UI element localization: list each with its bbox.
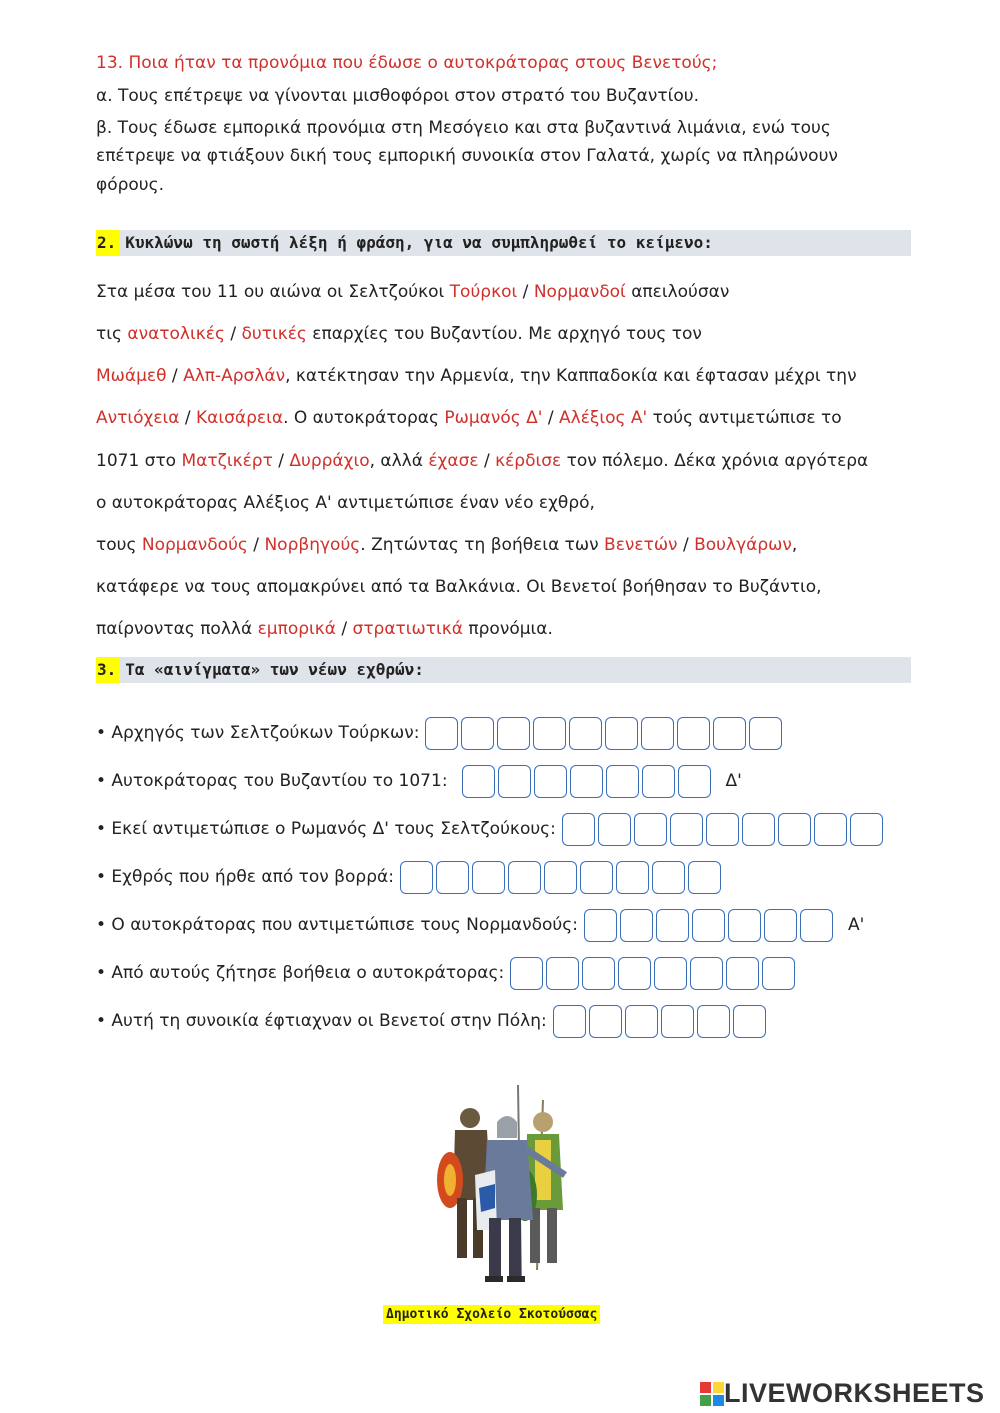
section3-heading [96,657,911,683]
letter-box[interactable] [598,813,631,846]
letter-box[interactable] [544,861,577,894]
section3-number: 3. [96,657,119,683]
separator: / [179,408,197,428]
letter-box[interactable] [589,1005,622,1038]
text: . Ζητώντας τη βοήθεια των [360,535,605,555]
letter-box[interactable] [742,813,775,846]
option-matzikert[interactable]: Ματζικέρτ [181,451,273,471]
option-stratiotika[interactable]: στρατιωτικά [352,619,463,639]
option-normandous[interactable]: Νορμανδούς [141,535,248,555]
option-veneton[interactable]: Βενετών [604,535,678,555]
letter-box[interactable] [618,957,651,990]
letter-box[interactable] [677,717,710,750]
letter-box[interactable] [762,957,795,990]
option-kerdise[interactable]: κέρδισε [495,451,562,471]
letter-box[interactable] [661,1005,694,1038]
option-normandoi[interactable]: Νορμανδοί [533,282,626,302]
option-tourkoi[interactable]: Τούρκοι [449,282,518,302]
letter-box[interactable] [425,717,458,750]
answer-b-line1: β. Τους έδωσε εμπορικά προνόμια στη Μεσόγειο και στα βυζαντινά λιμάνια, ενώ τους [96,118,831,138]
clue-text: • Αυτοκράτορας του Βυζαντίου το 1071: [96,771,448,791]
text: 1071 στο [96,451,182,471]
clue-4 [96,860,724,894]
option-antiocheia[interactable]: Αντιόχεια [96,408,180,428]
text: επαρχίες του Βυζαντίου. Με αρχηγό τους τον [306,324,702,344]
letter-box[interactable] [749,717,782,750]
section3-title: Τα «αινίγματα» των νέων εχθρών: [125,660,424,679]
separator: / [478,451,496,471]
letter-box[interactable] [625,1005,658,1038]
letter-box[interactable] [533,717,566,750]
clue-text: • Εχθρός που ήρθε από τον βορρά: [96,867,394,887]
text-line-7 [96,535,797,555]
text: τον πόλεμο. Δέκα χρόνια αργότερα [561,451,869,471]
answer-a: α. Τους επέτρεψε να γίνονται μισθοφόροι στον στρατό του Βυζαντίου. [96,86,699,106]
school-caption: Δημοτικό Σχολείο Σκοτούσσας [383,1305,600,1324]
text: , αλλά [369,451,429,471]
logo-icon [700,1382,724,1406]
option-alexios[interactable]: Αλέξιος Α' [559,408,648,428]
letter-box[interactable] [569,717,602,750]
text: απειλούσαν [625,282,730,302]
separator: / [272,451,290,471]
letter-box[interactable] [733,1005,766,1038]
letter-box[interactable] [641,717,674,750]
text-line-4 [96,408,842,428]
option-anatolikes[interactable]: ανατολικές [127,324,225,344]
letter-box[interactable] [654,957,687,990]
answer-b-line2: επέτρεψε να φτιάξουν δική τους εμπορική συνοικία στον Γαλατά, χωρίς να πληρώνουν [96,146,838,166]
question-13: 13. Ποια ήταν τα προνόμια που έδωσε ο αυτοκράτορας στους Βενετούς; [96,53,718,73]
letter-box[interactable] [678,765,711,798]
letter-box[interactable] [642,765,675,798]
option-alp-arslan[interactable]: Αλπ-Αρσλάν [183,366,286,386]
letter-box[interactable] [553,1005,586,1038]
text-line-1 [96,282,729,302]
letter-box[interactable] [546,957,579,990]
letter-box[interactable] [850,813,883,846]
text: , κατέκτησαν την Αρμενία, την Καππαδοκία και έφτασαν μέχρι την [285,366,857,386]
separator: / [517,282,534,302]
option-dytikes[interactable]: δυτικές [241,324,307,344]
section2-title: Κυκλώνω τη σωστή λέξη ή φράση, για να συμπληρωθεί το κείμενο: [125,233,713,252]
option-moameth[interactable]: Μωάμεθ [96,366,167,386]
clue-1 [96,716,785,750]
letter-box[interactable] [726,957,759,990]
letter-box[interactable] [497,717,530,750]
clue-text: • Ο αυτοκράτορας που αντιμετώπισε τους Νορμανδούς: [96,915,578,935]
letter-box[interactable] [713,717,746,750]
answer-boxes [425,717,785,750]
section2-heading [96,230,911,256]
option-norvigous[interactable]: Νορβηγούς [264,535,361,555]
clue-suffix: Δ' [725,771,742,791]
clue-2 [96,764,742,798]
text: προνόμια. [463,619,553,639]
letter-box[interactable] [584,909,617,942]
letter-box[interactable] [634,813,667,846]
text-line-9 [96,619,553,639]
letter-box[interactable] [728,909,761,942]
text-line-5 [96,451,868,471]
letter-box[interactable] [697,1005,730,1038]
letter-box[interactable] [400,861,433,894]
answer-boxes [553,1005,769,1038]
separator: / [166,366,184,386]
letter-box[interactable] [670,813,703,846]
letter-box[interactable] [778,813,811,846]
text: τούς αντιμετώπισε το [647,408,842,428]
clue-text: • Αρχηγός των Σελτζούκων Τούρκων: [96,723,420,743]
text: Στα μέσα του 11 ου αιώνα οι Σελτζούκοι [96,282,450,302]
option-voulgaron[interactable]: Βουλγάρων [694,535,792,555]
liveworksheets-logo[interactable] [700,1378,985,1409]
option-dyrrachio[interactable]: Δυρράχιο [289,451,370,471]
option-emporika[interactable]: εμπορικά [257,619,336,639]
letter-box[interactable] [461,717,494,750]
clue-text: • Εκεί αντιμετώπισε ο Ρωμανός Δ' τους Σελτζούκους: [96,819,556,839]
letter-box[interactable] [436,861,469,894]
separator: / [247,535,265,555]
clue-3 [96,812,886,846]
separator: / [677,535,695,555]
text: . Ο αυτοκράτορας [283,408,445,428]
separator: / [224,324,242,344]
clue-6 [96,956,798,990]
answer-boxes [510,957,798,990]
answer-boxes [462,765,714,798]
warriors-illustration [425,1080,585,1290]
letter-box[interactable] [706,813,739,846]
letter-box[interactable] [498,765,531,798]
letter-box[interactable] [616,861,649,894]
letter-box[interactable] [620,909,653,942]
letter-box[interactable] [652,861,685,894]
clue-7 [96,1004,769,1038]
text: τους [96,535,142,555]
clue-text: • Από αυτούς ζήτησε βοήθεια ο αυτοκράτορας: [96,963,505,983]
separator: / [336,619,353,639]
text: ο αυτοκράτορας Αλέξιος Α' αντιμετώπισε έναν νέο εχθρό, [96,493,595,513]
section2-number: 2. [96,230,119,256]
text-line-3 [96,366,857,386]
clue-suffix: Α' [847,915,865,935]
answer-boxes [400,861,724,894]
clue-5 [96,908,864,942]
letter-box[interactable] [656,909,689,942]
option-echase[interactable]: έχασε [428,451,479,471]
letter-box[interactable] [580,861,613,894]
letter-box[interactable] [508,861,541,894]
letter-box[interactable] [764,909,797,942]
letter-box[interactable] [688,861,721,894]
letter-box[interactable] [472,861,505,894]
letter-box[interactable] [582,957,615,990]
text: , [791,535,798,555]
separator: / [542,408,560,428]
letter-box[interactable] [562,813,595,846]
answer-boxes [562,813,886,846]
clue-text: • Αυτή τη συνοικία έφτιαχναν οι Βενετοί στην Πόλη: [96,1011,547,1031]
letter-box[interactable] [462,765,495,798]
option-romanos[interactable]: Ρωμανός Δ' [444,408,543,428]
letter-box[interactable] [570,765,603,798]
letter-box[interactable] [534,765,567,798]
option-kaisareia[interactable]: Καισάρεια [196,408,284,428]
letter-box[interactable] [606,765,639,798]
letter-box[interactable] [510,957,543,990]
letter-box[interactable] [814,813,847,846]
answer-b-line3: φόρους. [96,175,165,195]
text: τις [96,324,128,344]
letter-box[interactable] [800,909,833,942]
text-line-8 [96,577,822,597]
answer-boxes [584,909,836,942]
letter-box[interactable] [692,909,725,942]
letter-box[interactable] [605,717,638,750]
logo-text: LIVEWORKSHEETS [724,1378,985,1408]
text: παίρνοντας πολλά [96,619,258,639]
letter-box[interactable] [690,957,723,990]
text-line-6 [96,493,595,513]
text-line-2 [96,324,702,344]
text: κατάφερε να τους απομακρύνει από τα Βαλκάνια. Οι Βενετοί βοήθησαν το Βυζάντιο, [96,577,822,597]
